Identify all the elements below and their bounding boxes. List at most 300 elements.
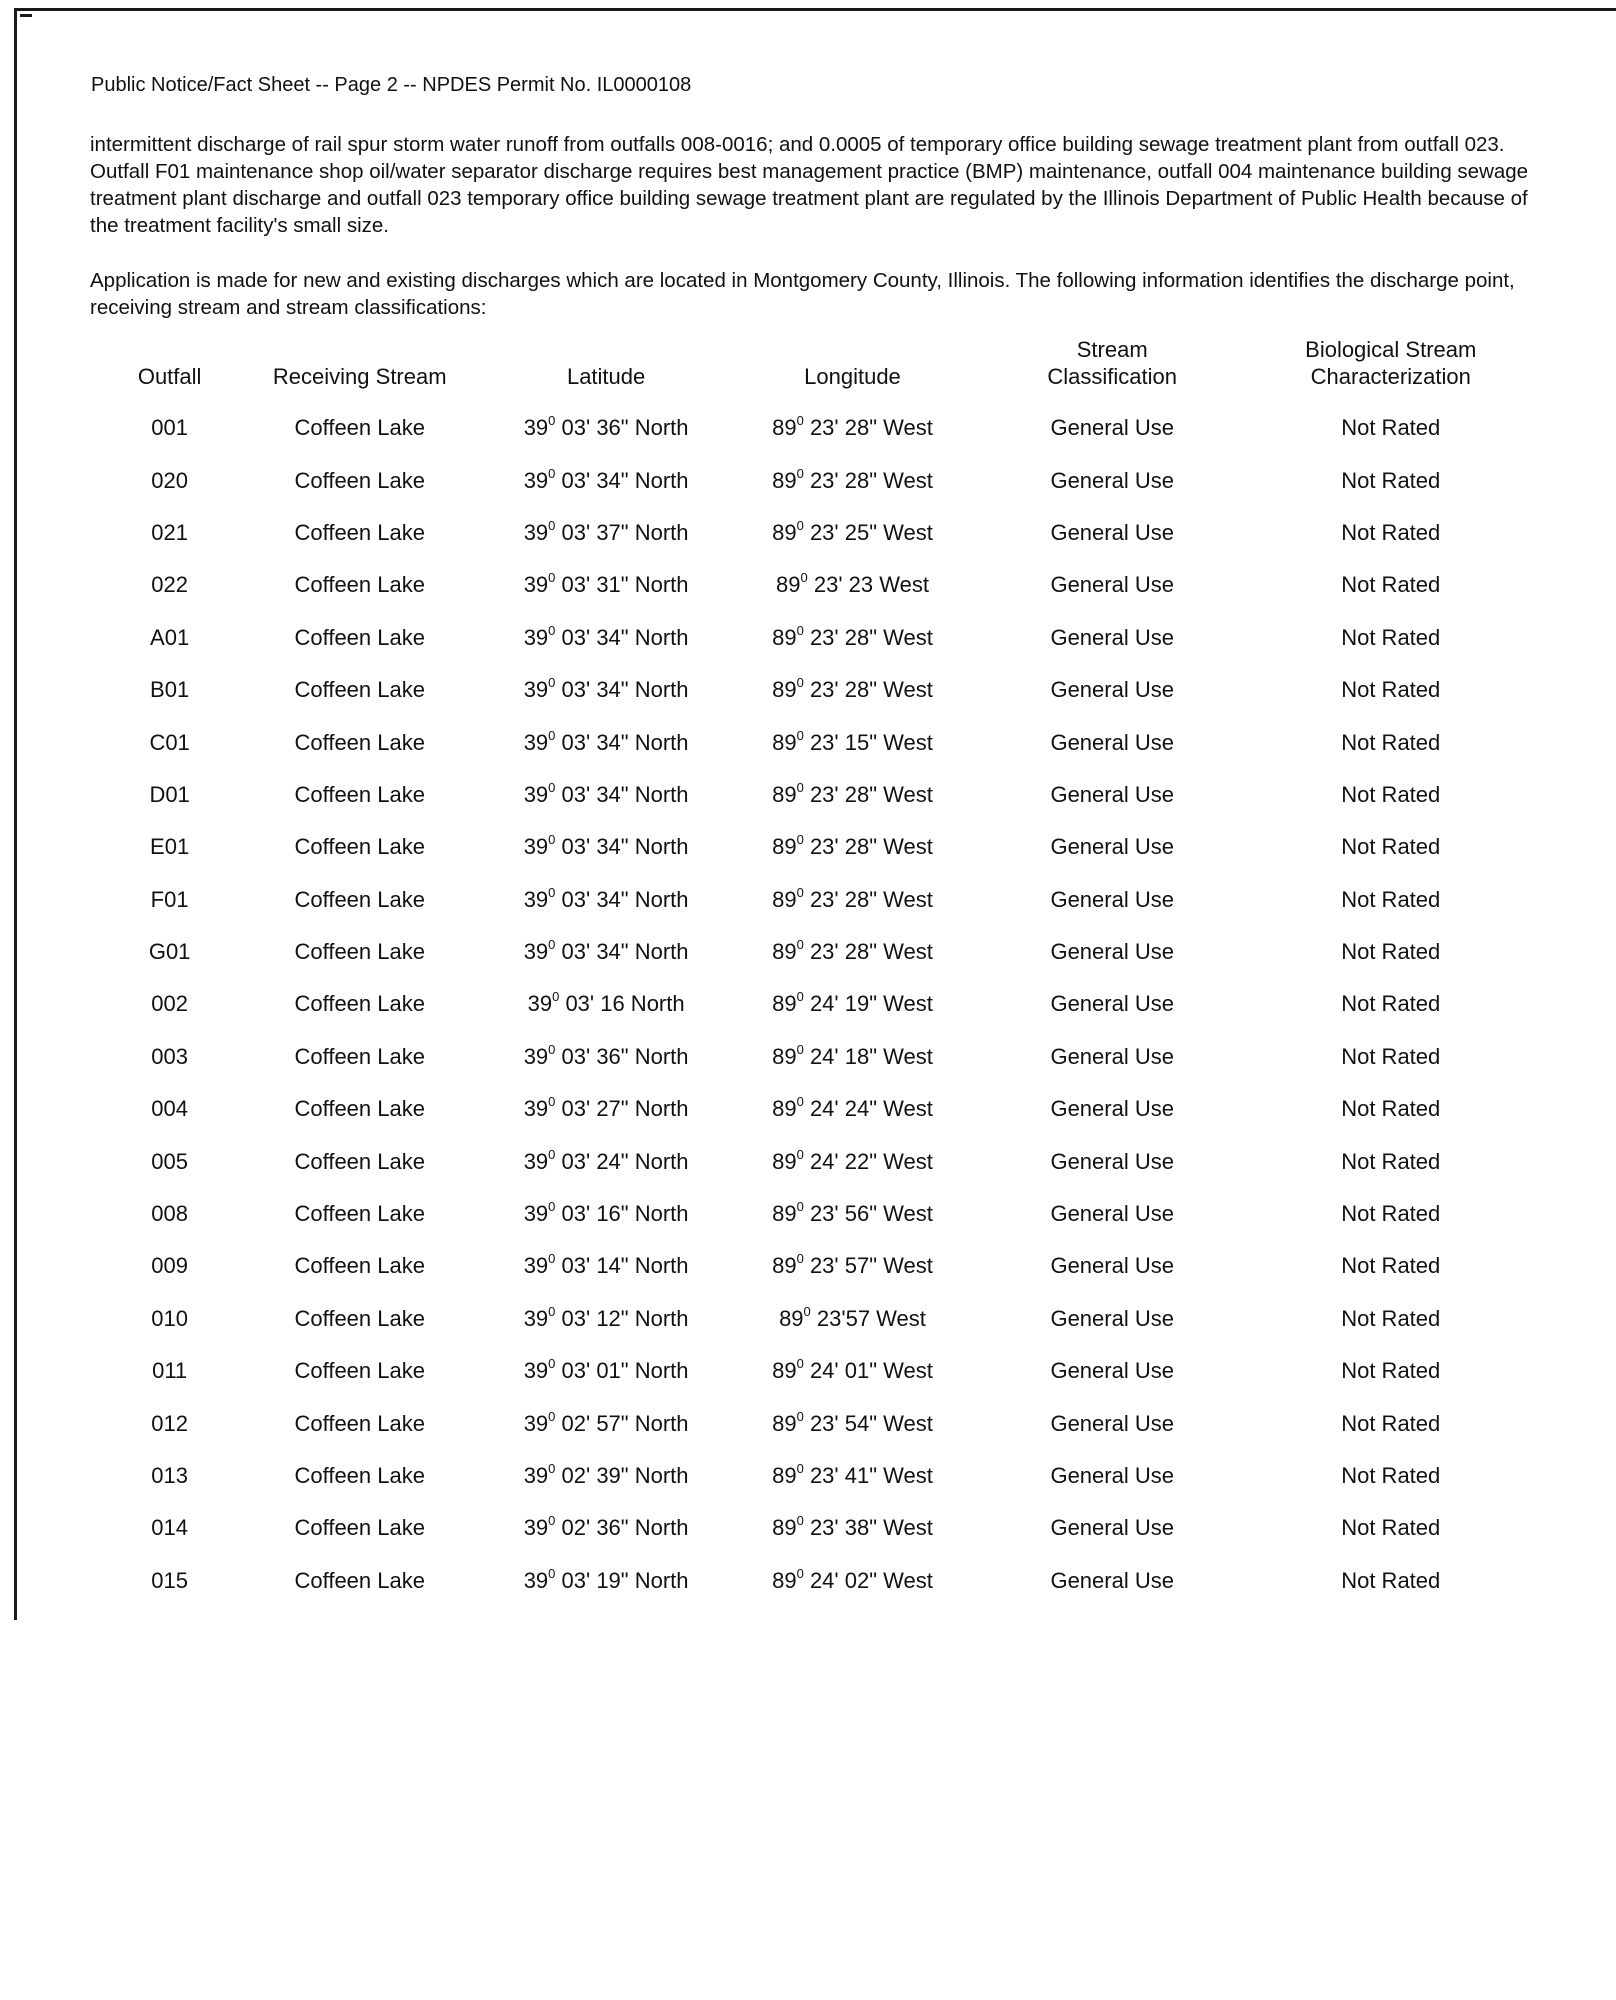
longitude-cell	[732, 874, 973, 926]
degree-symbol: 0	[796, 1356, 804, 1372]
biological-characterization-cell: Not Rated	[1341, 415, 1441, 441]
corner-mark	[20, 14, 32, 17]
stream-classification-cell: General Use	[1050, 834, 1174, 860]
stream-classification-cell: General Use	[1050, 1410, 1174, 1436]
col-header-latitude: Latitude	[566, 364, 646, 389]
latitude-cell-degrees: 39	[523, 624, 549, 650]
outfall-cell: A01	[150, 624, 190, 650]
degree-symbol: 0	[548, 1094, 556, 1110]
latitude-cell	[480, 769, 732, 821]
latitude-cell-minutes-seconds: 03' 24" North	[561, 1148, 689, 1174]
table-row	[100, 926, 1530, 978]
table-row	[100, 1293, 1530, 1345]
intro-paragraph: intermittent discharge of rail spur storm water runoff from outfalls 008-0016; and 0.0005 of temporary office building sewage treatment plant from outfall 023. Outfall F01 maintenance shop oil/water separator discharge requires best management practice (BMP) maintenance, outfall 004 maintenance building sewage treatment plant discharge and outfall 023 temporary office building sewage treatment plant are regulated by the Illinois Department of Public Health because of the treatment facility's small size.	[90, 133, 1529, 237]
table-row	[100, 402, 1530, 454]
longitude-cell	[732, 402, 973, 454]
table-row	[100, 1397, 1530, 1449]
biological-characterization-cell: Not Rated	[1341, 991, 1441, 1017]
latitude-cell	[480, 559, 732, 611]
longitude-cell-minutes-seconds: 23' 28" West	[809, 415, 933, 441]
longitude-cell-degrees: 89	[772, 1567, 797, 1593]
outfall-cell: E01	[150, 834, 190, 860]
stream-classification-cell: General Use	[1050, 467, 1174, 493]
outfall-cell: 015	[151, 1567, 188, 1593]
latitude-cell-degrees: 39	[527, 991, 553, 1017]
page-top-border	[14, 8, 1616, 11]
degree-symbol: 0	[548, 570, 556, 586]
degree-symbol: 0	[796, 884, 804, 900]
longitude-cell-degrees: 89	[772, 1515, 797, 1541]
stream-classification-cell: General Use	[1050, 1305, 1174, 1331]
latitude-cell-degrees: 39	[523, 1148, 549, 1174]
latitude-cell	[480, 716, 732, 768]
degree-symbol: 0	[548, 1303, 556, 1319]
receiving-stream-cell: Coffeen Lake	[294, 1201, 425, 1227]
longitude-cell	[732, 1031, 973, 1083]
degree-symbol: 0	[796, 1199, 804, 1215]
latitude-cell-degrees: 39	[523, 1358, 549, 1384]
outfall-cell: 012	[151, 1410, 188, 1436]
stream-classification-cell: General Use	[1050, 781, 1174, 807]
latitude-cell	[480, 1450, 732, 1502]
longitude-cell	[732, 926, 973, 978]
latitude-cell-minutes-seconds: 03' 31" North	[561, 572, 689, 598]
latitude-cell	[480, 664, 732, 716]
latitude-cell-degrees: 39	[523, 729, 549, 755]
longitude-cell	[732, 664, 973, 716]
receiving-stream-cell: Coffeen Lake	[294, 1305, 425, 1331]
outfall-cell: 021	[151, 519, 188, 545]
outfall-cell: 020	[151, 467, 188, 493]
longitude-cell	[732, 507, 973, 559]
latitude-cell	[480, 612, 732, 664]
biological-characterization-cell: Not Rated	[1341, 1148, 1441, 1174]
receiving-stream-cell: Coffeen Lake	[294, 729, 425, 755]
latitude-cell	[480, 1083, 732, 1135]
table-row	[100, 559, 1530, 611]
outfall-cell: D01	[149, 781, 190, 807]
longitude-cell-degrees: 89	[772, 1201, 797, 1227]
biological-characterization-cell: Not Rated	[1341, 1253, 1441, 1279]
latitude-cell-minutes-seconds: 03' 34" North	[561, 467, 689, 493]
outfall-cell: B01	[150, 677, 190, 703]
biological-characterization-cell: Not Rated	[1341, 886, 1441, 912]
longitude-cell-degrees: 89	[772, 1463, 797, 1488]
table-row	[100, 978, 1530, 1030]
outfall-cell: 001	[151, 415, 188, 441]
outfall-table	[100, 336, 1530, 1607]
biological-characterization-cell: Not Rated	[1341, 1463, 1441, 1488]
longitude-cell	[732, 1188, 973, 1240]
longitude-cell	[732, 1450, 973, 1502]
degree-symbol: 0	[796, 1094, 804, 1110]
longitude-cell-degrees: 89	[776, 572, 801, 598]
latitude-cell	[480, 1135, 732, 1187]
stream-classification-cell: General Use	[1050, 415, 1174, 441]
latitude-cell-minutes-seconds: 02' 39" North	[561, 1463, 689, 1488]
stream-classification-cell: General Use	[1050, 1515, 1174, 1541]
degree-symbol: 0	[796, 465, 804, 481]
longitude-cell-degrees: 89	[772, 1096, 797, 1122]
stream-classification-cell: General Use	[1050, 991, 1174, 1017]
latitude-cell-minutes-seconds: 03' 34" North	[561, 677, 689, 703]
longitude-cell-degrees: 89	[772, 1148, 797, 1174]
latitude-cell-minutes-seconds: 03' 34" North	[561, 781, 689, 807]
biological-characterization-cell: Not Rated	[1341, 1201, 1441, 1227]
biological-characterization-cell: Not Rated	[1341, 939, 1441, 965]
longitude-cell-minutes-seconds: 23' 23 West	[813, 572, 929, 598]
latitude-cell	[480, 1397, 732, 1449]
receiving-stream-cell: Coffeen Lake	[294, 415, 425, 441]
longitude-cell-degrees: 89	[772, 1043, 797, 1069]
biological-characterization-cell: Not Rated	[1341, 1043, 1441, 1069]
latitude-cell-degrees: 39	[523, 939, 549, 965]
longitude-cell-degrees: 89	[772, 886, 797, 912]
degree-symbol: 0	[796, 1513, 804, 1529]
latitude-cell-minutes-seconds: 03' 34" North	[561, 886, 689, 912]
degree-symbol: 0	[803, 1303, 811, 1319]
receiving-stream-cell: Coffeen Lake	[294, 1463, 425, 1488]
col-header-biological-line2: Characterization	[1310, 364, 1471, 389]
receiving-stream-cell: Coffeen Lake	[294, 781, 425, 807]
page-header: Public Notice/Fact Sheet -- Page 2 -- NPDES Permit No. IL0000108	[91, 74, 692, 96]
receiving-stream-cell: Coffeen Lake	[294, 1043, 425, 1069]
application-paragraph: Application is made for new and existing discharges which are located in Montgomery County, Illinois. The following information identifies the discharge point, receiving stream and stream classifications:	[90, 269, 1515, 319]
outfall-cell: F01	[150, 886, 189, 912]
degree-symbol: 0	[796, 1146, 804, 1162]
stream-classification-cell: General Use	[1050, 1567, 1174, 1593]
stream-classification-cell: General Use	[1050, 886, 1174, 912]
latitude-cell	[480, 507, 732, 559]
receiving-stream-cell: Coffeen Lake	[294, 991, 425, 1017]
latitude-cell-minutes-seconds: 02' 57" North	[561, 1410, 689, 1436]
table-body	[100, 402, 1530, 1607]
receiving-stream-cell: Coffeen Lake	[294, 519, 425, 545]
table-row	[100, 612, 1530, 664]
table-row	[100, 1188, 1530, 1240]
longitude-cell-minutes-seconds: 23' 28" West	[809, 781, 933, 807]
outfall-cell: 008	[151, 1201, 188, 1227]
stream-classification-cell: General Use	[1050, 1253, 1174, 1279]
latitude-cell	[480, 1293, 732, 1345]
stream-classification-cell: General Use	[1050, 1463, 1174, 1488]
degree-symbol: 0	[548, 622, 556, 638]
latitude-cell	[480, 874, 732, 926]
latitude-cell-degrees: 39	[523, 1515, 549, 1541]
longitude-cell-degrees: 89	[772, 1410, 797, 1436]
page-left-border	[14, 8, 17, 1620]
receiving-stream-cell: Coffeen Lake	[294, 467, 425, 493]
latitude-cell-degrees: 39	[523, 834, 549, 860]
table-row	[100, 1135, 1530, 1187]
longitude-cell-minutes-seconds: 23' 28" West	[809, 677, 933, 703]
biological-characterization-cell: Not Rated	[1341, 729, 1441, 755]
table-header-row	[100, 336, 1530, 402]
biological-characterization-cell: Not Rated	[1341, 572, 1441, 598]
longitude-cell	[732, 612, 973, 664]
col-header-biological-line1: Biological Stream	[1305, 337, 1477, 362]
latitude-cell-minutes-seconds: 03' 14" North	[561, 1253, 689, 1279]
degree-symbol: 0	[548, 1461, 556, 1476]
longitude-cell-minutes-seconds: 23' 28" West	[809, 834, 933, 860]
longitude-cell	[732, 559, 973, 611]
table-row	[100, 821, 1530, 873]
outfall-cell: 009	[151, 1253, 188, 1279]
latitude-cell-degrees: 39	[523, 572, 549, 598]
receiving-stream-cell: Coffeen Lake	[294, 1148, 425, 1174]
biological-characterization-cell: Not Rated	[1341, 781, 1441, 807]
longitude-cell-minutes-seconds: 23' 41" West	[809, 1463, 933, 1488]
longitude-cell-minutes-seconds: 23'57 West	[816, 1305, 926, 1331]
longitude-cell	[732, 1345, 973, 1397]
receiving-stream-cell: Coffeen Lake	[294, 1096, 425, 1122]
degree-symbol: 0	[548, 832, 556, 848]
degree-symbol: 0	[548, 779, 556, 795]
longitude-cell-minutes-seconds: 24' 24" West	[809, 1096, 933, 1122]
latitude-cell-minutes-seconds: 03' 27" North	[561, 1096, 689, 1122]
biological-characterization-cell: Not Rated	[1341, 1358, 1441, 1384]
latitude-cell	[480, 1240, 732, 1292]
stream-classification-cell: General Use	[1050, 677, 1174, 703]
col-header-receiving-stream: Receiving Stream	[272, 364, 447, 389]
biological-characterization-cell: Not Rated	[1341, 834, 1441, 860]
outfall-cell: 002	[151, 991, 188, 1017]
latitude-cell-degrees: 39	[523, 519, 549, 545]
biological-characterization-cell: Not Rated	[1341, 467, 1441, 493]
latitude-cell-minutes-seconds: 03' 34" North	[561, 729, 689, 755]
degree-symbol: 0	[796, 727, 804, 743]
longitude-cell-minutes-seconds: 23' 28" West	[809, 939, 933, 965]
degree-symbol: 0	[796, 413, 804, 429]
degree-symbol: 0	[548, 1408, 556, 1424]
latitude-cell-minutes-seconds: 03' 34" North	[561, 624, 689, 650]
longitude-cell	[732, 978, 973, 1030]
stream-classification-cell: General Use	[1050, 572, 1174, 598]
receiving-stream-cell: Coffeen Lake	[294, 834, 425, 860]
latitude-cell-degrees: 39	[523, 1567, 549, 1593]
latitude-cell-minutes-seconds: 03' 36" North	[561, 415, 689, 441]
col-header-outfall: Outfall	[137, 364, 202, 389]
latitude-cell	[480, 926, 732, 978]
stream-classification-cell: General Use	[1050, 1043, 1174, 1069]
degree-symbol: 0	[548, 1513, 556, 1529]
longitude-cell-degrees: 89	[779, 1305, 804, 1331]
degree-symbol: 0	[796, 1461, 804, 1476]
longitude-cell-minutes-seconds: 24' 01" West	[809, 1358, 933, 1384]
table-row	[100, 1450, 1530, 1502]
table-row	[100, 1502, 1530, 1554]
table-row	[100, 454, 1530, 506]
longitude-cell-minutes-seconds: 23' 28" West	[809, 467, 933, 493]
longitude-cell	[732, 454, 973, 506]
longitude-cell	[732, 1555, 973, 1607]
biological-characterization-cell: Not Rated	[1341, 1305, 1441, 1331]
latitude-cell-minutes-seconds: 03' 34" North	[561, 834, 689, 860]
col-header-stream-classification-line2: Classification	[1047, 364, 1178, 389]
outfall-cell: 005	[151, 1148, 188, 1174]
table-row	[100, 664, 1530, 716]
outfall-cell: 010	[151, 1305, 188, 1331]
longitude-cell	[732, 716, 973, 768]
receiving-stream-cell: Coffeen Lake	[294, 624, 425, 650]
longitude-cell-minutes-seconds: 24' 22" West	[809, 1148, 933, 1174]
latitude-cell	[480, 1031, 732, 1083]
degree-symbol: 0	[796, 675, 804, 691]
longitude-cell	[732, 1293, 973, 1345]
degree-symbol: 0	[548, 1199, 556, 1215]
table-row	[100, 1240, 1530, 1292]
biological-characterization-cell: Not Rated	[1341, 1567, 1441, 1593]
outfall-cell: 011	[152, 1358, 188, 1384]
receiving-stream-cell: Coffeen Lake	[294, 886, 425, 912]
latitude-cell-minutes-seconds: 03' 19" North	[561, 1567, 689, 1593]
biological-characterization-cell: Not Rated	[1341, 624, 1441, 650]
longitude-cell-minutes-seconds: 23' 25" West	[809, 519, 933, 545]
latitude-cell-degrees: 39	[523, 1305, 549, 1331]
receiving-stream-cell: Coffeen Lake	[294, 1410, 425, 1436]
latitude-cell-minutes-seconds: 03' 16" North	[561, 1201, 689, 1227]
stream-classification-cell: General Use	[1050, 1096, 1174, 1122]
longitude-cell-minutes-seconds: 23' 15" West	[809, 729, 933, 755]
latitude-cell-degrees: 39	[523, 1096, 549, 1122]
stream-classification-cell: General Use	[1050, 939, 1174, 965]
degree-symbol: 0	[552, 989, 560, 1005]
latitude-cell-degrees: 39	[523, 1043, 549, 1069]
outfall-cell: 004	[151, 1096, 188, 1122]
receiving-stream-cell: Coffeen Lake	[294, 1358, 425, 1384]
longitude-cell	[732, 1083, 973, 1135]
longitude-cell	[732, 1135, 973, 1187]
latitude-cell-minutes-seconds: 03' 36" North	[561, 1043, 689, 1069]
stream-classification-cell: General Use	[1050, 1201, 1174, 1227]
stream-classification-cell: General Use	[1050, 624, 1174, 650]
longitude-cell	[732, 1397, 973, 1449]
outfall-cell: 022	[151, 572, 188, 598]
degree-symbol: 0	[796, 1565, 804, 1581]
latitude-cell-degrees: 39	[523, 1410, 549, 1436]
longitude-cell-degrees: 89	[772, 781, 797, 807]
latitude-cell-degrees: 39	[523, 781, 549, 807]
latitude-cell-minutes-seconds: 02' 36" North	[561, 1515, 689, 1541]
col-header-longitude: Longitude	[804, 364, 901, 389]
degree-symbol: 0	[796, 1041, 804, 1057]
latitude-cell-minutes-seconds: 03' 12" North	[561, 1305, 689, 1331]
latitude-cell	[480, 454, 732, 506]
degree-symbol: 0	[796, 1251, 804, 1267]
biological-characterization-cell: Not Rated	[1341, 1515, 1441, 1541]
latitude-cell-degrees: 39	[523, 1253, 549, 1279]
outfall-cell: C01	[149, 729, 190, 755]
degree-symbol: 0	[796, 622, 804, 638]
table-row	[100, 874, 1530, 926]
stream-classification-cell: General Use	[1050, 1358, 1174, 1384]
table-row	[100, 507, 1530, 559]
receiving-stream-cell: Coffeen Lake	[294, 677, 425, 703]
biological-characterization-cell: Not Rated	[1341, 677, 1441, 703]
degree-symbol: 0	[796, 1408, 804, 1424]
longitude-cell	[732, 821, 973, 873]
longitude-cell	[732, 769, 973, 821]
degree-symbol: 0	[800, 570, 808, 586]
receiving-stream-cell: Coffeen Lake	[294, 572, 425, 598]
longitude-cell-degrees: 89	[772, 939, 797, 965]
longitude-cell-minutes-seconds: 23' 28" West	[809, 886, 933, 912]
longitude-cell-minutes-seconds: 23' 56" West	[809, 1201, 933, 1227]
longitude-cell-degrees: 89	[772, 415, 797, 441]
longitude-cell-minutes-seconds: 24' 02" West	[809, 1567, 933, 1593]
longitude-cell-degrees: 89	[772, 834, 797, 860]
degree-symbol: 0	[548, 937, 556, 953]
degree-symbol: 0	[548, 413, 556, 429]
col-header-stream-classification	[973, 336, 1252, 402]
biological-characterization-cell: Not Rated	[1341, 1410, 1441, 1436]
longitude-cell	[732, 1240, 973, 1292]
latitude-cell	[480, 821, 732, 873]
degree-symbol: 0	[548, 1041, 556, 1057]
col-header-stream-classification-line1: Stream	[1076, 337, 1148, 362]
table-row	[100, 1083, 1530, 1135]
biological-characterization-cell: Not Rated	[1341, 519, 1441, 545]
longitude-cell-minutes-seconds: 23' 38" West	[809, 1515, 933, 1541]
degree-symbol: 0	[548, 1356, 556, 1372]
longitude-cell-degrees: 89	[772, 1253, 797, 1279]
degree-symbol: 0	[548, 1565, 556, 1581]
latitude-cell-minutes-seconds: 03' 37" North	[561, 519, 689, 545]
receiving-stream-cell: Coffeen Lake	[294, 1253, 425, 1279]
longitude-cell-degrees: 89	[772, 1358, 797, 1384]
latitude-cell-minutes-seconds: 03' 01" North	[561, 1358, 689, 1384]
degree-symbol: 0	[796, 989, 804, 1005]
stream-classification-cell: General Use	[1050, 1148, 1174, 1174]
latitude-cell	[480, 1188, 732, 1240]
table-row	[100, 1345, 1530, 1397]
latitude-cell-degrees: 39	[523, 467, 549, 493]
degree-symbol: 0	[548, 517, 556, 533]
latitude-cell-degrees: 39	[523, 1463, 549, 1488]
degree-symbol: 0	[548, 727, 556, 743]
longitude-cell-minutes-seconds: 23' 57" West	[809, 1253, 933, 1279]
latitude-cell	[480, 978, 732, 1030]
degree-symbol: 0	[548, 884, 556, 900]
latitude-cell	[480, 1502, 732, 1554]
degree-symbol: 0	[796, 779, 804, 795]
degree-symbol: 0	[796, 937, 804, 953]
latitude-cell	[480, 1555, 732, 1607]
degree-symbol: 0	[796, 832, 804, 848]
outfall-cell: 003	[151, 1043, 188, 1069]
degree-symbol: 0	[548, 675, 556, 691]
latitude-cell-degrees: 39	[523, 886, 549, 912]
outfall-cell: 013	[151, 1463, 188, 1488]
table-row	[100, 769, 1530, 821]
longitude-cell-minutes-seconds: 24' 19" West	[809, 991, 933, 1017]
degree-symbol: 0	[548, 465, 556, 481]
latitude-cell-degrees: 39	[523, 415, 549, 441]
degree-symbol: 0	[548, 1251, 556, 1267]
col-header-biological-characterization	[1251, 336, 1530, 402]
longitude-cell-degrees: 89	[772, 519, 797, 545]
longitude-cell-degrees: 89	[772, 729, 797, 755]
longitude-cell-degrees: 89	[772, 991, 797, 1017]
degree-symbol: 0	[548, 1146, 556, 1162]
latitude-cell-degrees: 39	[523, 1201, 549, 1227]
latitude-cell-minutes-seconds: 03' 16 North	[565, 991, 685, 1017]
degree-symbol: 0	[796, 517, 804, 533]
receiving-stream-cell: Coffeen Lake	[294, 1515, 425, 1541]
longitude-cell-minutes-seconds: 24' 18" West	[809, 1043, 933, 1069]
latitude-cell-degrees: 39	[523, 677, 549, 703]
biological-characterization-cell: Not Rated	[1341, 1096, 1441, 1122]
